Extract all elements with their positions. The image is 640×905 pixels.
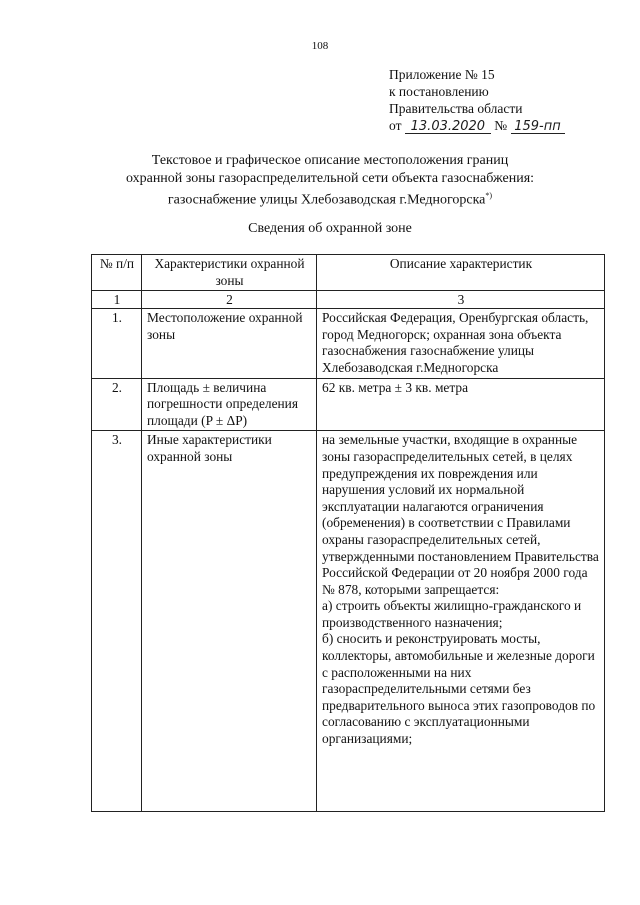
row-description: 62 кв. метра ± 3 кв. метра [317, 378, 605, 431]
column-number: 3 [317, 291, 605, 309]
appendix-title: Приложение № 15 [389, 67, 495, 82]
appendix-date-line [389, 117, 565, 134]
protection-zone-table [91, 254, 605, 812]
document-title [60, 152, 600, 209]
column-number: 1 [92, 291, 142, 309]
column-number-row [92, 291, 605, 309]
table-row [92, 309, 605, 378]
description-paragraph: а) строить объекты жилищно-гражданского и производственного назначения; [322, 598, 582, 630]
table-header-row [92, 255, 605, 291]
page-number: 108 [311, 40, 329, 52]
description-paragraph: б) сносить и реконструировать мосты, коллекторы, автомобильные и железные дороги с расположенными на них газораспределительными сетями без предварительного выноса этих газопроводов по согласованию с эксплуатационными организациями; [322, 631, 596, 747]
table-row [92, 378, 605, 431]
row-number: 3. [92, 431, 142, 812]
date-prefix: от [389, 118, 402, 133]
number-sign: № [494, 118, 508, 133]
handwritten-number: 159-пп [511, 120, 565, 134]
table-row [92, 431, 605, 812]
title-line-3: газоснабжение улицы Хлебозаводская г.Медногорска*) [167, 191, 493, 208]
title-line-2: охранной зоны газораспределительной сети объекта газоснабжения: [125, 170, 535, 186]
header-number: № п/п [92, 255, 142, 291]
row-characteristic: Иные характеристики охранной зоны [142, 431, 317, 812]
row-characteristic: Площадь ± величина погрешности определения площади (P ± ΔP) [142, 378, 317, 431]
header-description: Описание характеристик [317, 255, 605, 291]
header-characteristic: Характеристики охранной зоны [142, 255, 317, 291]
section-subtitle: Сведения об охранной зоне [248, 221, 412, 236]
row-characteristic: Местоположение охранной зоны [142, 309, 317, 378]
row-description [317, 431, 605, 812]
row-description: Российская Федерация, Оренбургская область, город Медногорск; охранная зона объекта газоснабжения газоснабжение улицы Хлебозаводская г.Медногорска [317, 309, 605, 378]
appendix-reference: к постановлению [389, 84, 489, 99]
appendix-block [389, 66, 565, 134]
handwritten-date: 13.03.2020 [405, 120, 491, 134]
description-paragraph: на земельные участки, входящие в охранные зоны газораспределительных сетей, в целях предупреждения их повреждения или нарушения условий их нормальной эксплуатации налагаются ограничения (обременения) в соответствии с Правилами охраны газораспределительных сетей, утвержденными постановлением Правительства Российской Федерации от 20 ноября 2000 года № 878, которыми запрещается: [322, 432, 599, 597]
row-number: 2. [92, 378, 142, 431]
row-number: 1. [92, 309, 142, 378]
appendix-authority: Правительства области [389, 101, 523, 116]
column-number: 2 [142, 291, 317, 309]
footnote-mark: *) [485, 191, 493, 200]
title-line-1: Текстовое и графическое описание местоположения границ [151, 153, 509, 168]
